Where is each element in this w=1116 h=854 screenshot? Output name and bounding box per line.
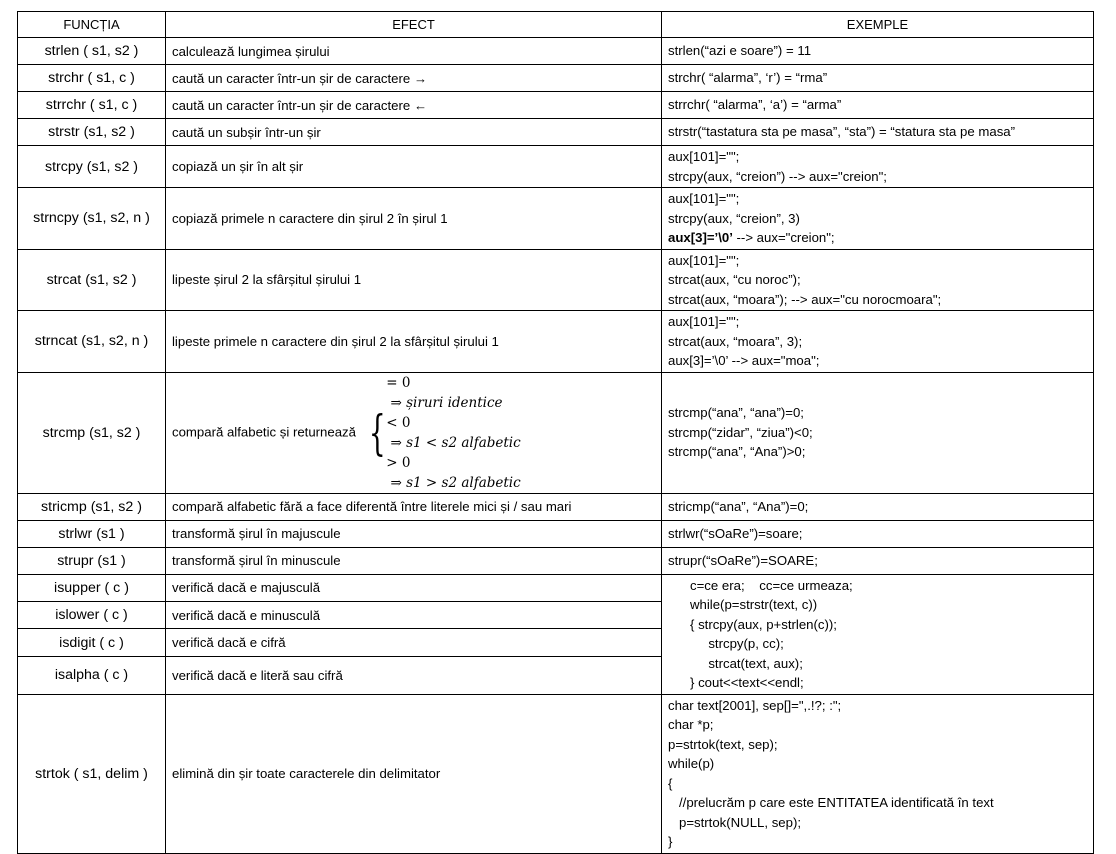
function-name: isdigit ( c ) (18, 629, 166, 656)
function-name: strcat (s1, s2 ) (18, 249, 166, 311)
function-effect: transformă șirul în majuscule (166, 520, 662, 547)
function-effect: transformă șirul în minuscule (166, 547, 662, 574)
function-example (662, 311, 1094, 373)
header-func: FUNCȚIA (18, 12, 166, 38)
table-row (18, 119, 1094, 146)
example-line: strcpy(aux, “creion”) --> aux="creion"; (668, 168, 887, 184)
example-line: aux[101]=""; (668, 314, 740, 329)
table-row (18, 38, 1094, 65)
function-effect: caută un subșir într-un șir (166, 119, 662, 146)
code-line: strcpy(p, cc); (690, 636, 784, 651)
table-row (18, 547, 1094, 574)
example-line: strcmp(“ana”, “Ana”)>0; (668, 444, 806, 460)
function-effect: caută un caracter într-un șir de caractere → (166, 65, 662, 92)
code-line: c=ce era; cc=ce urmeaza; (690, 577, 853, 593)
function-name: strtok ( s1, delim ) (18, 694, 166, 853)
function-example (662, 493, 1094, 520)
code-line: while(p=strstr(text, c)) (690, 597, 818, 612)
example-line: strlwr(“sOaRe”)=soare; (668, 525, 803, 541)
table-row (18, 493, 1094, 520)
function-effect: calculează lungimea șirului (166, 38, 662, 65)
code-line: strcat(text, aux); (690, 655, 803, 671)
function-effect: lipeste șirul 2 la sfârșitul șirului 1 (166, 249, 662, 311)
function-example (662, 520, 1094, 547)
example-line: strrchr( “alarma”, ‘a’) = “arma” (668, 97, 842, 113)
function-example (662, 547, 1094, 574)
function-name: strcmp (s1, s2 ) (18, 372, 166, 493)
function-effect: copiază un șir în alt șir (166, 146, 662, 188)
function-effect: copiază primele n caractere din șirul 2 în șirul 1 (166, 188, 662, 250)
case-item: < 0 ⇒ s1 < s2 alfabetic (386, 414, 521, 451)
function-name: strncpy (s1, s2, n ) (18, 188, 166, 250)
code-line: p=strtok(NULL, sep); (668, 814, 802, 830)
example-line: strcat(aux, “moara”, 3); (668, 333, 803, 349)
example-line: aux[101]=""; (668, 149, 740, 164)
function-effect (166, 372, 662, 493)
function-name: strrchr ( s1, c ) (18, 92, 166, 119)
function-name: islower ( c ) (18, 601, 166, 628)
table-row (18, 249, 1094, 311)
table-row (18, 65, 1094, 92)
header-row (18, 12, 1094, 38)
example-line: strcmp(“zidar”, “ziua”)<0; (668, 424, 813, 440)
table-row (18, 188, 1094, 250)
function-effect: lipeste primele n caractere din șirul 2 la sfârșitul șirului 1 (166, 311, 662, 373)
example-line (668, 228, 1087, 248)
brace-symbol: { (368, 404, 386, 461)
function-example (662, 146, 1094, 188)
function-example (662, 38, 1094, 65)
function-effect: elimină din șir toate caracterele din delimitator (166, 694, 662, 853)
example-line: strcpy(aux, “creion”, 3) (668, 210, 800, 226)
function-name: strchr ( s1, c ) (18, 65, 166, 92)
function-name: strlwr (s1 ) (18, 520, 166, 547)
example-bold-part: aux[3]=’\0’ (668, 230, 733, 245)
table-row (18, 146, 1094, 188)
table-row (18, 574, 1094, 601)
code-line: { strcpy(aux, p+strlen(c)); (690, 616, 837, 632)
example-line: strcat(aux, “moara”); --> aux="cu norocmoara"; (668, 291, 942, 307)
merged-example-code (662, 574, 1094, 694)
table-row (18, 520, 1094, 547)
function-effect: verifică dacă e cifră (166, 629, 662, 656)
function-example (662, 372, 1094, 493)
function-name: stricmp (s1, s2 ) (18, 493, 166, 520)
table-row (18, 92, 1094, 119)
function-example (662, 188, 1094, 250)
case-item: > 0 ⇒ s1 > s2 alfabetic (386, 454, 521, 491)
code-line: p=strtok(text, sep); (668, 736, 778, 752)
code-line: while(p) (668, 756, 715, 771)
function-name: strncat (s1, s2, n ) (18, 311, 166, 373)
case-item: = 0 ⇒ șiruri identice (386, 374, 503, 411)
example-line: strstr(“tastatura sta pe masa”, “sta”) = “statura sta pe masa” (668, 124, 1016, 140)
function-effect: verifică dacă e majusculă (166, 574, 662, 601)
code-line: char text[2001], sep[]=",.!?; :"; (668, 697, 842, 713)
return-cases (362, 373, 521, 493)
function-name: isalpha ( c ) (18, 656, 166, 694)
function-example (662, 119, 1094, 146)
function-name: strlen ( s1, s2 ) (18, 38, 166, 65)
function-name: strupr (s1 ) (18, 547, 166, 574)
example-line: aux[101]=""; (668, 191, 740, 206)
function-effect: caută un caracter într-un șir de caractere ← (166, 92, 662, 119)
function-name: strstr (s1, s2 ) (18, 119, 166, 146)
example-line: aux[3]=’\0’ --> aux="moa"; (668, 353, 820, 368)
function-example (662, 92, 1094, 119)
example-line: strcat(aux, “cu noroc”); (668, 272, 801, 287)
example-line: strlen(“azi e soare”) = 11 (668, 43, 812, 59)
function-example (662, 249, 1094, 311)
example-line: strupr(“sOaRe”)=SOARE; (668, 552, 818, 568)
function-example (662, 694, 1094, 853)
case-list (386, 373, 520, 493)
function-name: isupper ( c ) (18, 574, 166, 601)
effect-text: compară alfabetic și returnează (172, 423, 356, 439)
table-row (18, 694, 1094, 853)
code-line: //prelucrăm p care este ENTITATEA identificată în text (668, 795, 994, 810)
example-line: strcmp(“ana”, “ana”)=0; (668, 405, 804, 421)
function-name: strcpy (s1, s2 ) (18, 146, 166, 188)
header-examples: EXEMPLE (662, 12, 1094, 38)
example-rest: --> aux="creion"; (732, 230, 835, 245)
code-line: { (668, 775, 673, 791)
table-row (18, 311, 1094, 373)
function-effect: verifică dacă e minusculă (166, 601, 662, 628)
table-row (18, 372, 1094, 493)
example-line: aux[101]=""; (668, 252, 740, 268)
function-effect: verifică dacă e literă sau cifră (166, 656, 662, 694)
example-line: stricmp(“ana”, “Ana”)=0; (668, 498, 809, 514)
function-example (662, 65, 1094, 92)
code-line: } cout<<text<<endl; (690, 675, 804, 690)
header-effect: EFECT (166, 12, 662, 38)
code-line: char *p; (668, 717, 714, 732)
example-line: strchr( “alarma”, ‘r’) = “rma” (668, 70, 828, 86)
function-effect: compară alfabetic fără a face diferentă între literele mici și / sau mari (166, 493, 662, 520)
string-functions-table (17, 11, 1094, 854)
code-line: } (668, 834, 673, 849)
